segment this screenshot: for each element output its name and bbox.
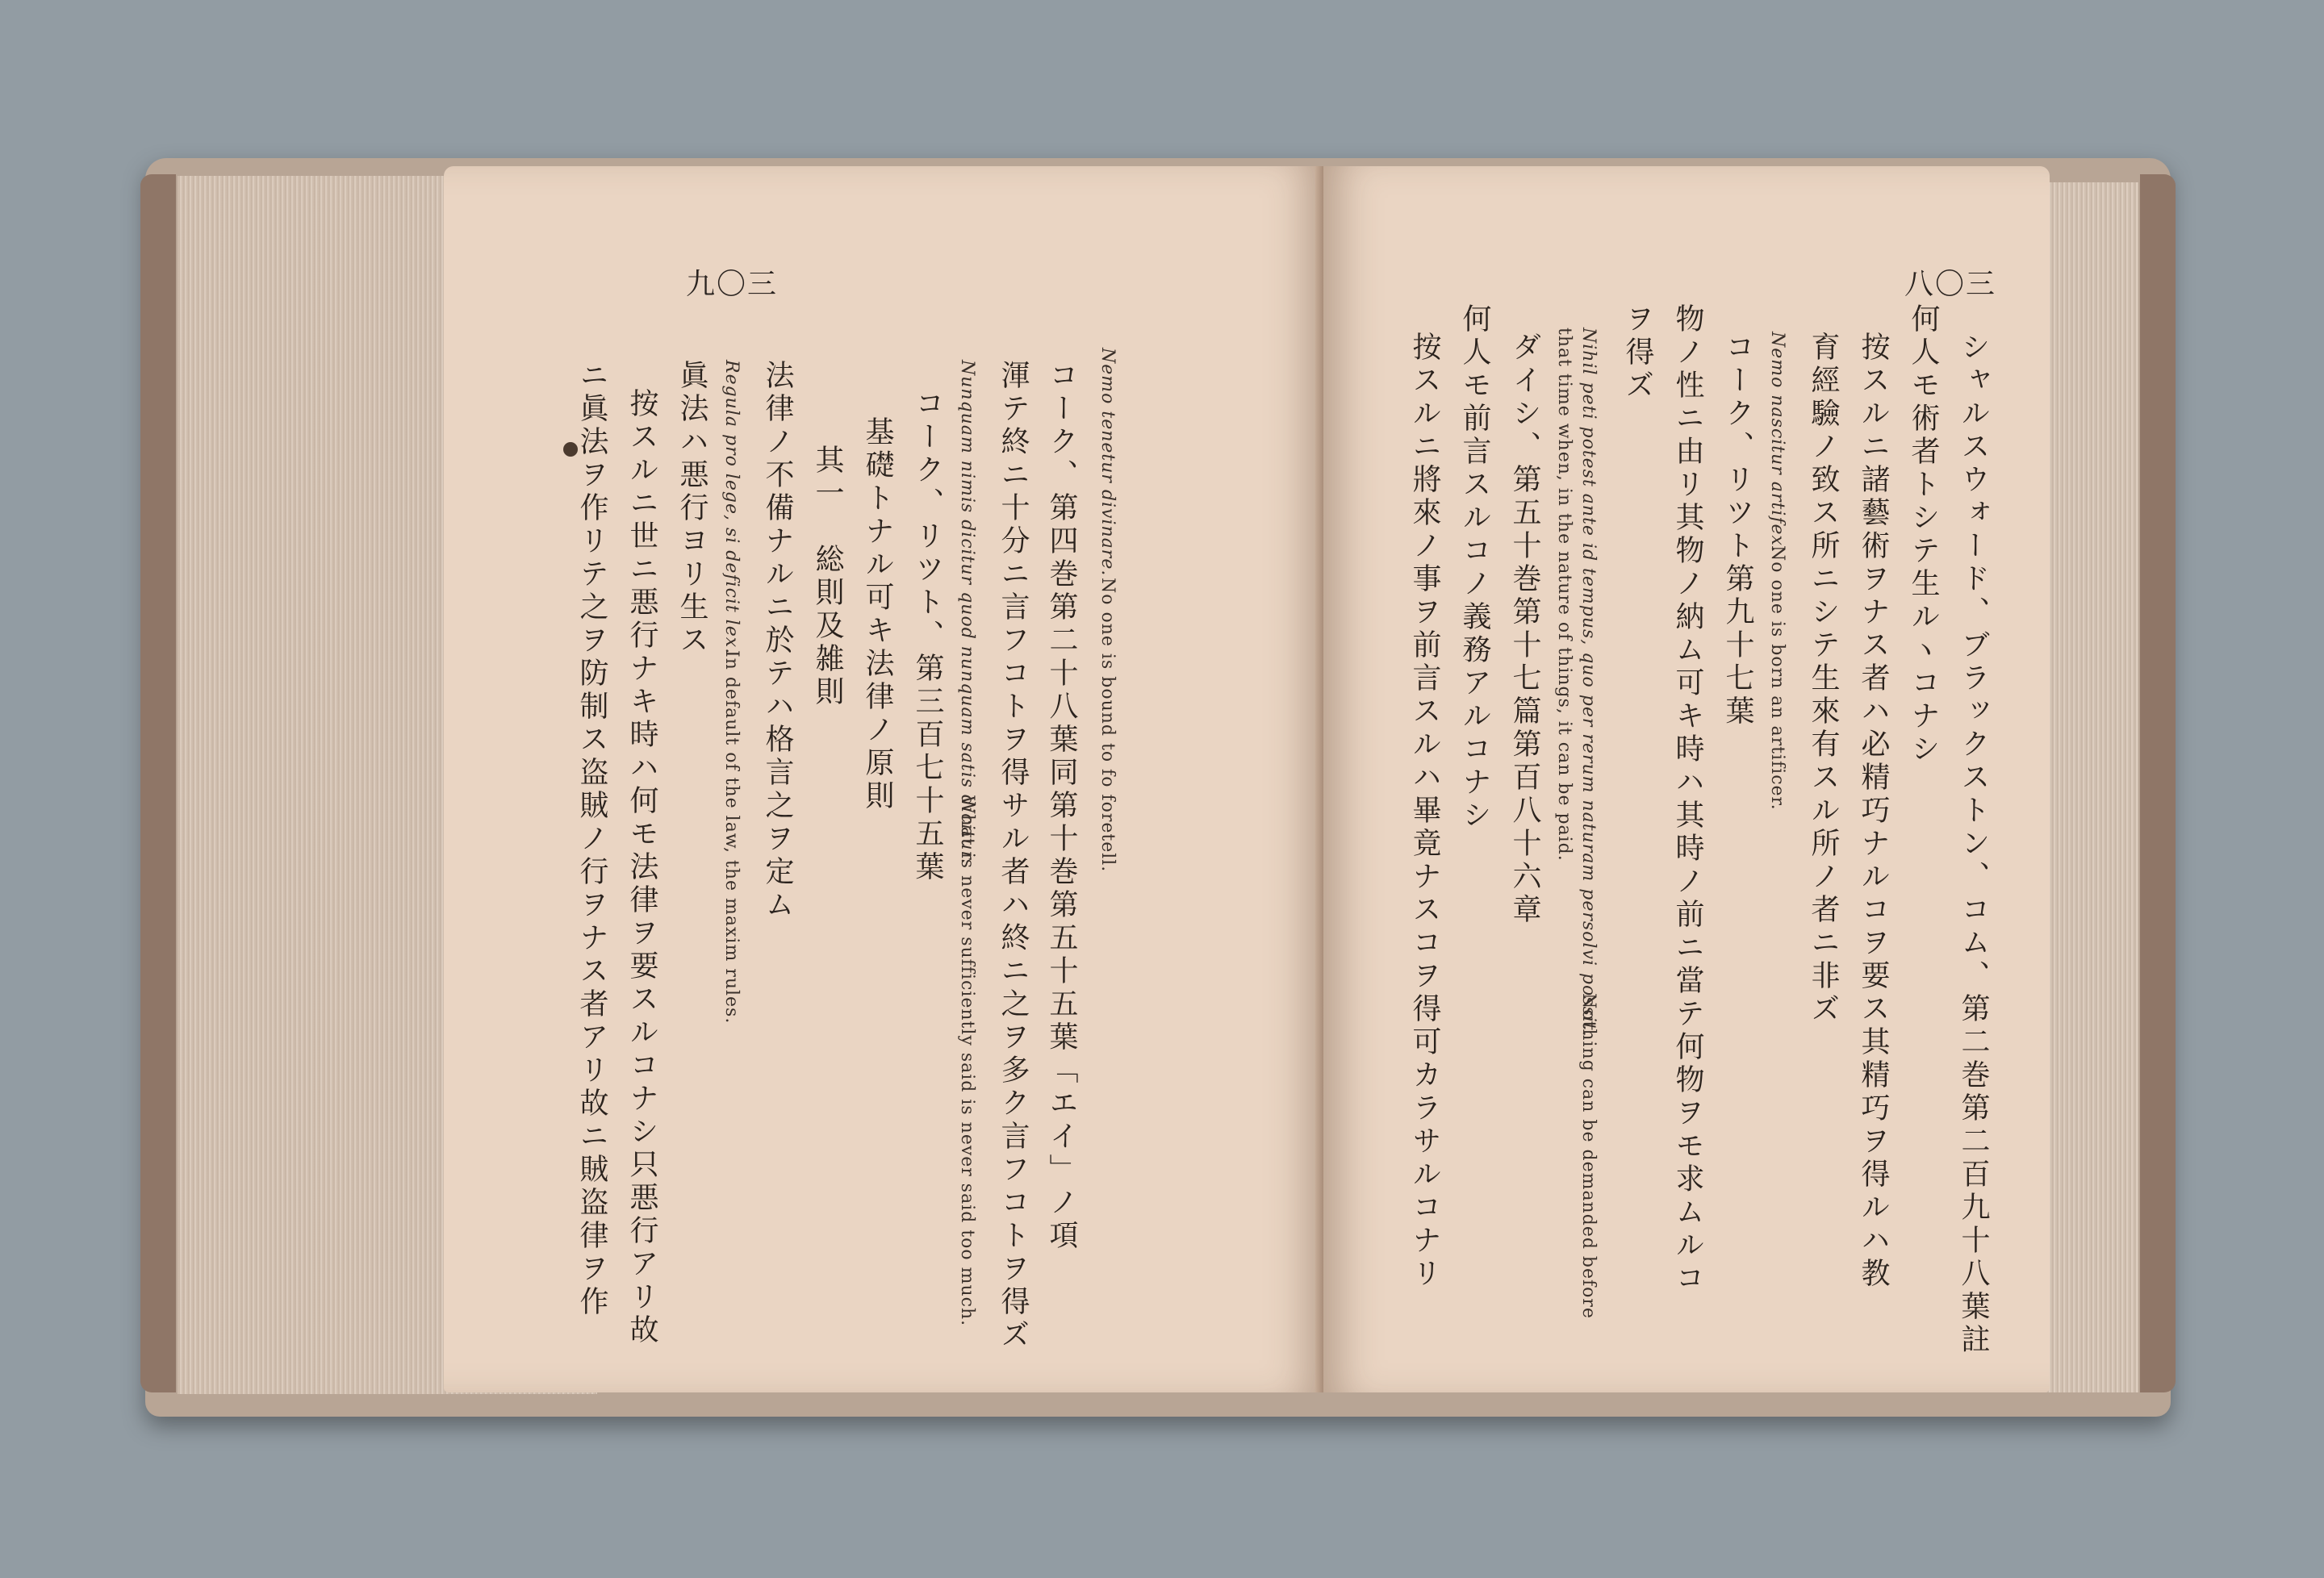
left-col-5: Nunquam nimis dicitur quod nunquam satis dicitur. bbox=[957, 360, 977, 865]
left-col-6: What is never sufficiently said is never said too much. bbox=[957, 795, 977, 1327]
left-col-15: ニ眞法ヲ作リテ之ヲ防制ス盗賊ノ行ヲナス者アリ故ニ賊盗律ヲ作 bbox=[575, 360, 608, 1319]
cover-edge-right bbox=[2140, 174, 2176, 1392]
left-col-14: 按スルニ世ニ悪行ナキ時ハ何モ法律ヲ要スルコナシ只悪行アリ故 bbox=[625, 388, 658, 1347]
right-col-2: 何人モ術者トシテ生ルヽコナシ bbox=[1907, 303, 1940, 766]
left-col-7: コーク、リツト、第三百七十五葉 bbox=[911, 388, 944, 884]
left-col-9: 其一 総則及雑則 bbox=[811, 445, 844, 709]
right-col-3: 按スルニ諸藝術ヲナス者ハ必精巧ナルコヲ要ス其精巧ヲ得ルハ教 bbox=[1857, 332, 1890, 1291]
left-col-8: 基礎トナル可キ法律ノ原則 bbox=[861, 416, 894, 813]
right-page bbox=[1323, 166, 2050, 1392]
left-col-13: 眞法ハ悪行ヨリ生ス bbox=[675, 360, 708, 658]
right-col-6: No one is born an artificer. bbox=[1767, 545, 1787, 811]
right-col-9: ヲ得ズ bbox=[1621, 303, 1654, 403]
right-col-1: シャルスウォード、ブラックストン、コム、第二巻第二百九十八葉註 bbox=[1957, 332, 1990, 1357]
left-col-12: In default of the law, the maxim rules. bbox=[721, 650, 742, 1025]
right-col-15: 按スルニ將來ノ事ヲ前言スルハ畢竟ナスコヲ得可カラサルコナリ bbox=[1408, 332, 1441, 1291]
cover-edge-left bbox=[140, 174, 176, 1392]
right-col-10: Nihil peti potest ante id tempus, quo per rerum naturam persolvi possit. bbox=[1578, 328, 1599, 1037]
left-col-10: 法律ノ不備ナルニ於テハ格言之ヲ定ム bbox=[761, 360, 794, 922]
right-col-12: that time when, in the nature of things, it can be paid. bbox=[1554, 328, 1574, 862]
right-col-5: Nemo nascitur artifex. bbox=[1767, 332, 1787, 553]
open-book bbox=[145, 158, 2171, 1417]
right-col-8: 物ノ性ニ由リ其物ノ納ム可キ時ハ其時ノ前ニ當テ何物ヲモ求ムルコ bbox=[1671, 303, 1704, 1296]
right-col-11: Nothing can be demanded before bbox=[1578, 993, 1599, 1319]
left-page bbox=[444, 166, 1323, 1392]
right-col-13: ダイシ、第五十巻第十七篇第百八十六章 bbox=[1508, 332, 1541, 927]
left-col-1: Nemo tenetur divinare. bbox=[1097, 348, 1118, 577]
left-col-2: No one is bound to fo foretell. bbox=[1097, 578, 1118, 873]
left-col-3: コーク、第四巻第二十八葉同第十巻第五十五葉「エイ」ノ項 bbox=[1045, 360, 1078, 1253]
right-col-14: 何人モ前言スルコノ義務アルコナシ bbox=[1458, 303, 1491, 833]
right-col-4: 育經驗ノ致ス所ニシテ生來有スル所ノ者ニ非ズ bbox=[1807, 332, 1840, 1026]
right-col-7: コーク、リツト第九十七葉 bbox=[1721, 332, 1754, 728]
left-page-number: 九〇三 bbox=[686, 268, 779, 301]
left-col-11: Regula pro lege, si deficit lex. bbox=[721, 360, 742, 655]
left-col-4: 渾テ終ニ十分ニ言フコトヲ得サル者ハ終ニ之ヲ多ク言フコトヲ得ズ bbox=[997, 360, 1030, 1352]
right-page-number: 八〇三 bbox=[1904, 268, 1997, 301]
